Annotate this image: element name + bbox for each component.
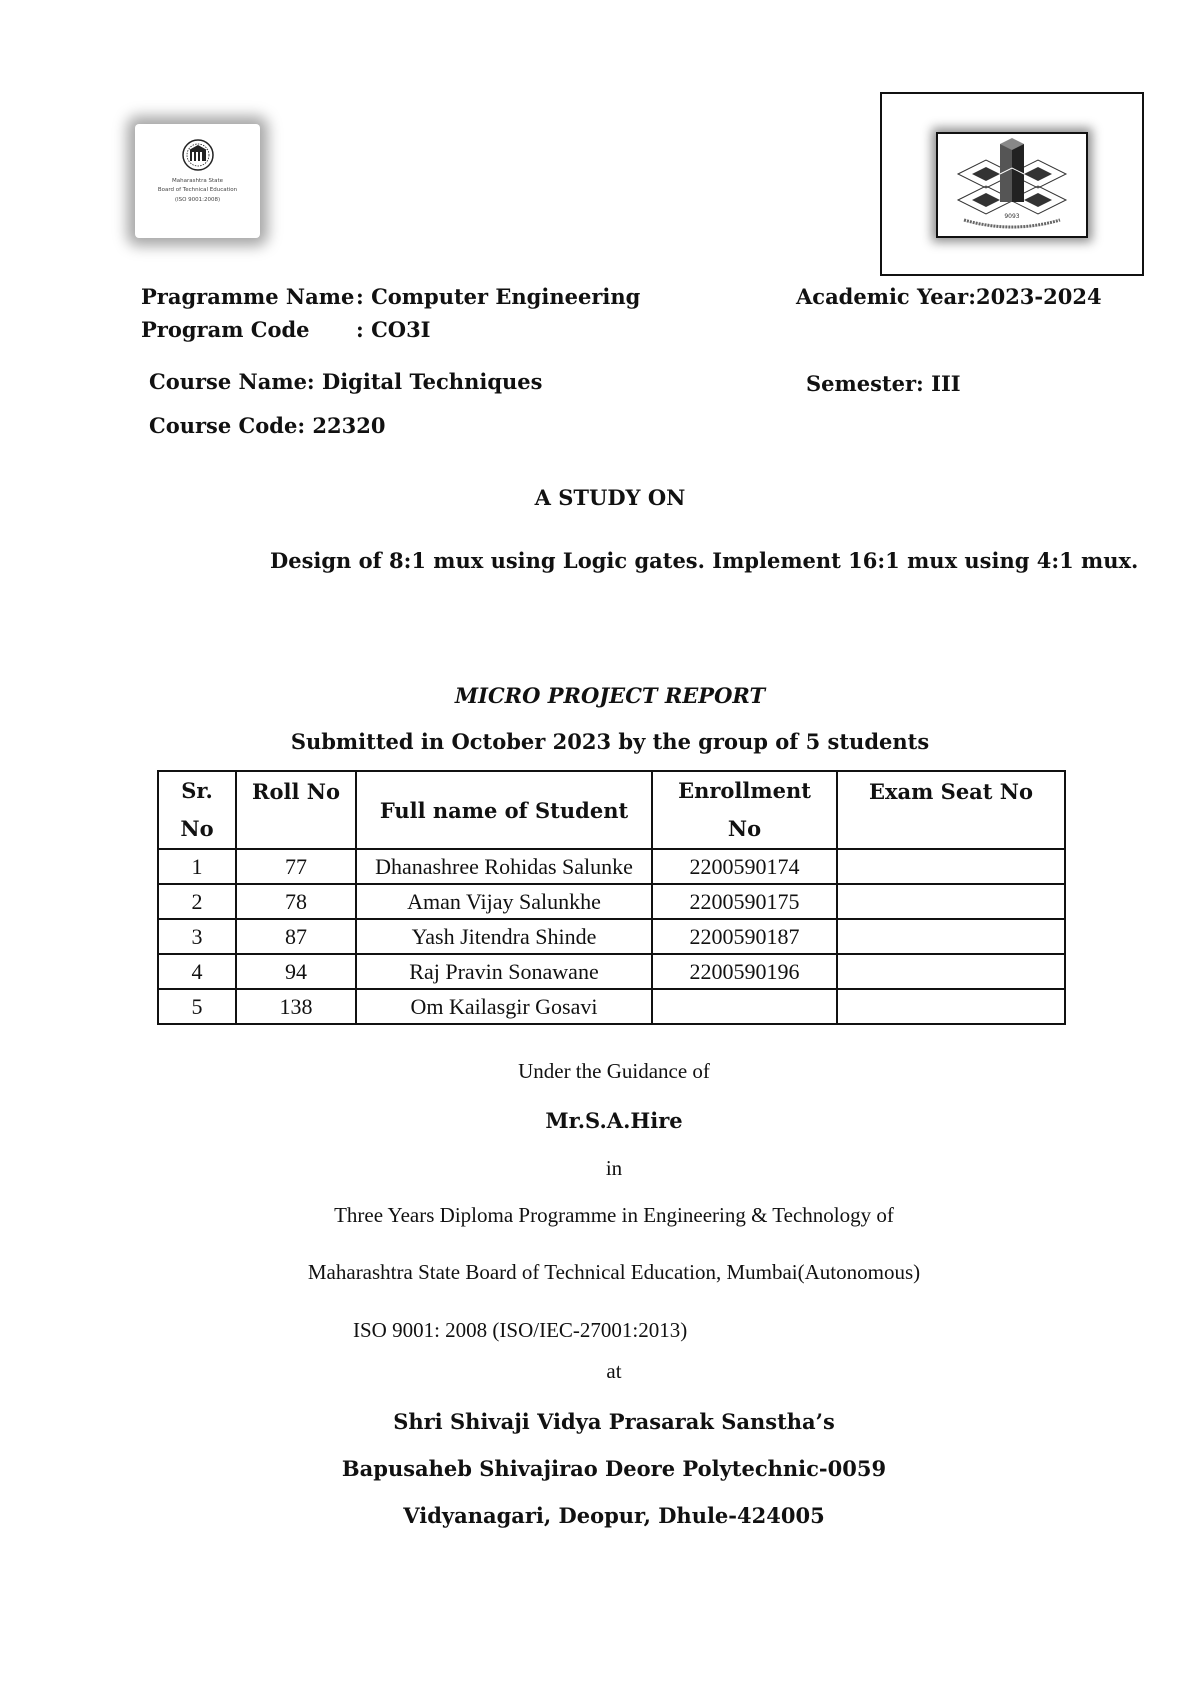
cell-seat	[837, 884, 1065, 919]
institute-address: Vidyanagari, Deopur, Dhule-424005	[403, 1503, 825, 1528]
table-row	[158, 849, 1065, 884]
cell-seat	[837, 989, 1065, 1024]
svg-text:9093: 9093	[1004, 213, 1020, 220]
academic-year: Academic Year:2023-2024	[796, 284, 1102, 309]
cell-sr: 1	[158, 849, 236, 884]
program-code-label: Program Code	[141, 317, 310, 342]
course-name: Course Name: Digital Techniques	[149, 369, 543, 394]
polytechnic-logo	[936, 132, 1088, 238]
cell-name: Aman Vijay Salunkhe	[356, 884, 652, 919]
cell-enrollment: 2200590174	[652, 849, 837, 884]
cell-enrollment: 2200590187	[652, 919, 837, 954]
table-row	[158, 884, 1065, 919]
cell-roll: 87	[236, 919, 356, 954]
logo-text-line1: Maharashtra State	[171, 178, 224, 184]
study-heading: A STUDY ON	[534, 485, 686, 510]
programme-name-label: Pragramme Name	[141, 284, 355, 309]
header-exam-seat-no: Exam Seat No	[837, 771, 1065, 849]
logo-text-line2: Board of Technical Education	[157, 187, 238, 193]
cell-sr: 5	[158, 989, 236, 1024]
cell-sr: 2	[158, 884, 236, 919]
cell-enrollment: 2200590175	[652, 884, 837, 919]
cell-name: Yash Jitendra Shinde	[356, 919, 652, 954]
table-row	[158, 919, 1065, 954]
table-row	[158, 954, 1065, 989]
board-line: Maharashtra State Board of Technical Education, Mumbai(Autonomous)	[307, 1260, 921, 1284]
header-full-name: Full name of Student	[356, 771, 652, 849]
header-enrollment-no: Enrollment No	[652, 771, 837, 849]
table-row	[158, 989, 1065, 1024]
project-topic: Design of 8:1 mux using Logic gates. Implement 16:1 mux using 4:1 mux.	[270, 548, 1139, 573]
report-title: MICRO PROJECT REPORT	[454, 683, 766, 708]
cell-name: Raj Pravin Sonawane	[356, 954, 652, 989]
semester: Semester: III	[806, 371, 961, 396]
cell-roll: 138	[236, 989, 356, 1024]
cell-enrollment: 2200590196	[652, 954, 837, 989]
msbte-emblem-icon	[181, 138, 215, 172]
polytechnic-emblem-icon	[938, 134, 1086, 236]
cell-roll: 78	[236, 884, 356, 919]
cell-name: Dhanashree Rohidas Salunke	[356, 849, 652, 884]
polytechnic-logo-frame	[880, 92, 1144, 276]
cell-seat	[837, 954, 1065, 989]
logo-text-line3: (ISO 9001:2008)	[174, 197, 221, 203]
program-code-value: : CO3I	[356, 317, 431, 342]
student-table	[157, 770, 1066, 1025]
header-roll-no: Roll No	[236, 771, 356, 849]
cell-sr: 3	[158, 919, 236, 954]
header-sr-no: Sr. No	[158, 771, 236, 849]
guidance-line: Under the Guidance of	[518, 1059, 710, 1083]
cell-roll: 94	[236, 954, 356, 989]
cell-seat	[837, 849, 1065, 884]
cell-sr: 4	[158, 954, 236, 989]
cell-enrollment	[652, 989, 837, 1024]
cell-seat	[837, 919, 1065, 954]
cell-roll: 77	[236, 849, 356, 884]
programme-line: Three Years Diploma Programme in Engineering & Technology of	[334, 1203, 894, 1227]
course-code: Course Code: 22320	[149, 413, 386, 438]
sanstha-name: Shri Shivaji Vidya Prasarak Sanstha’s	[393, 1409, 835, 1434]
msbte-logo	[135, 124, 260, 238]
table-header-row	[158, 771, 1065, 849]
in-line: in	[605, 1156, 623, 1180]
at-line: at	[606, 1359, 622, 1383]
programme-name-value: : Computer Engineering	[356, 284, 641, 309]
cell-name: Om Kailasgir Gosavi	[356, 989, 652, 1024]
iso-line: ISO 9001: 2008 (ISO/IEC-27001:2013)	[353, 1318, 688, 1342]
polytechnic-name: Bapusaheb Shivajirao Deore Polytechnic-0059	[341, 1456, 887, 1481]
guide-name: Mr.S.A.Hire	[545, 1108, 683, 1133]
submitted-line: Submitted in October 2023 by the group of 5 students	[290, 729, 930, 754]
